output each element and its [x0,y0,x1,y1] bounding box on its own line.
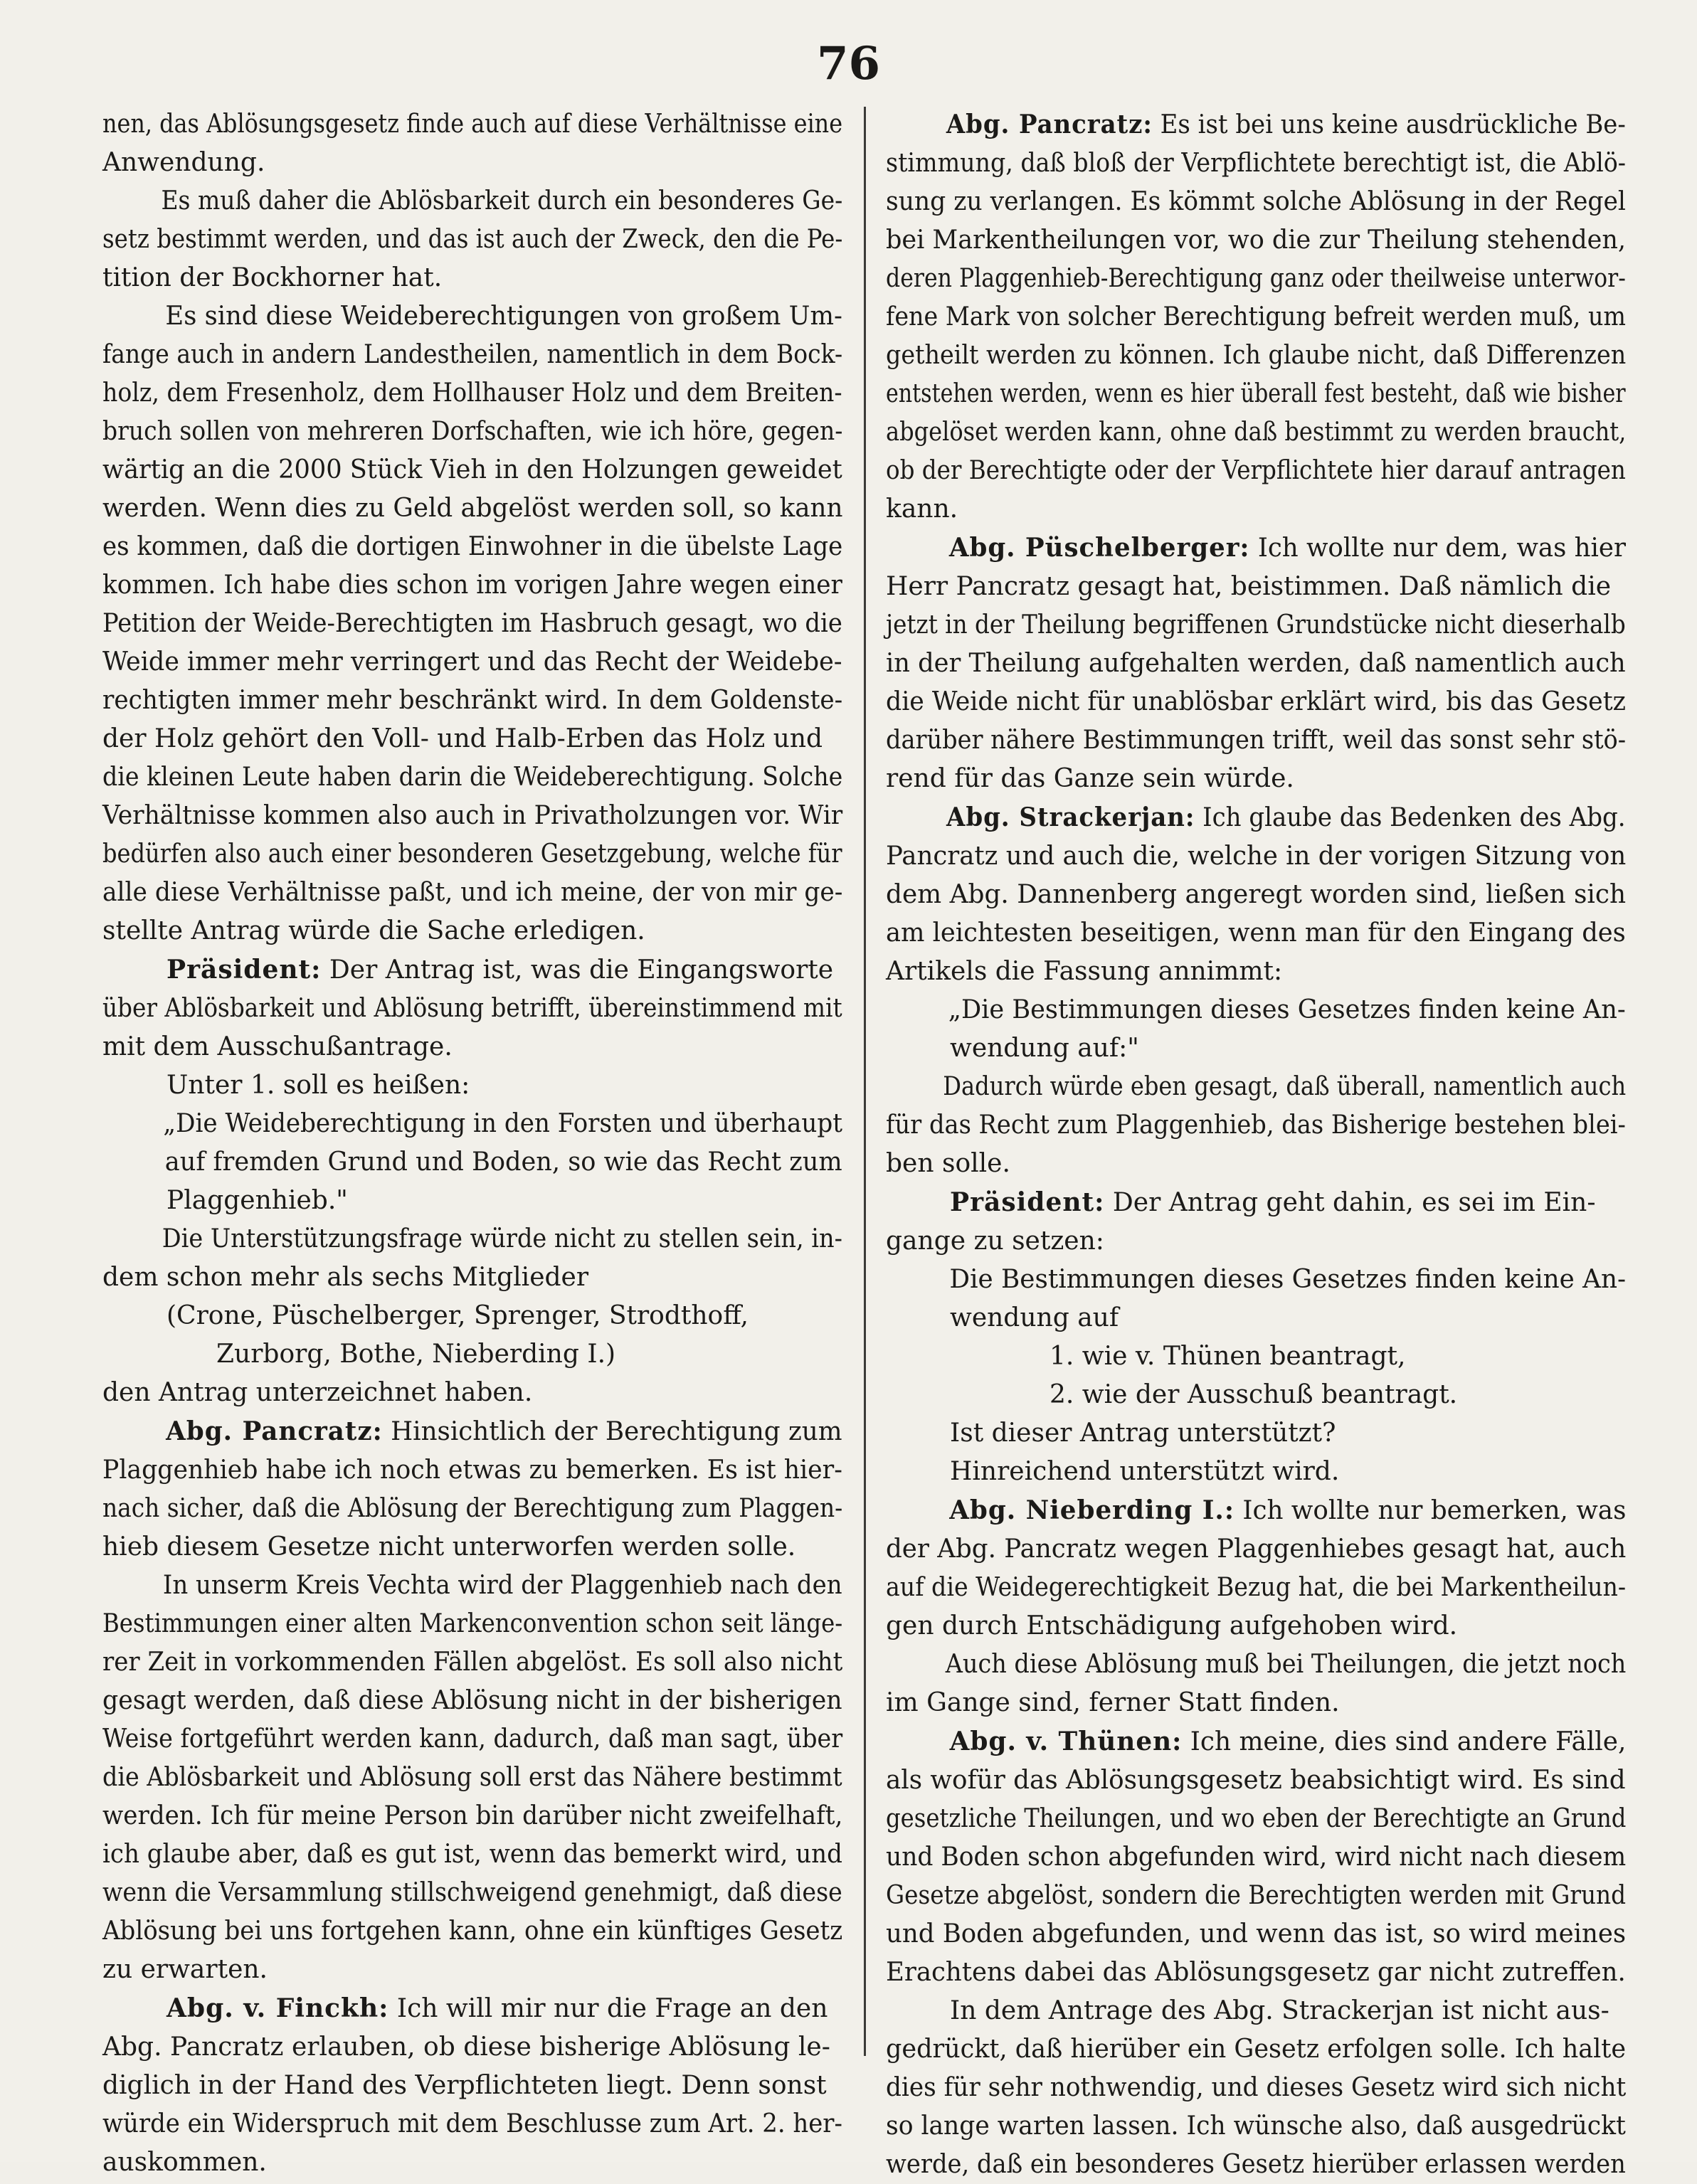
line-text: setz bestimmt werden, und das ist auch der Zweck, den die Pe- [102,225,843,254]
line-text: für das Recht zum Plaggenhieb, das Bisherige bestehen blei- [886,1110,1626,1140]
text-line [886,1261,1627,1299]
line-text: die Weide nicht für unablösbar erklärt wird, bis das Gesetz [886,687,1626,716]
line-text: (Crone, Püschelberger, Sprenger, Strodthoff, [166,1301,749,1330]
line-text: Die Bestimmungen dieses Gesetzes finden keine An- [949,1265,1627,1294]
line-text: so lange warten lassen. Ich wünsche also, daß ausgedrückt [886,2111,1626,2141]
line-text: wenn die Versammlung stillschweigend genehmigt, daß diese [102,1878,842,1907]
text-line [886,606,1626,645]
line-text: Auch diese Ablösung muß bei Theilungen, die jetzt noch [945,1650,1627,1679]
line-text: Ich wollte nur bemerken, was [1235,1496,1627,1525]
text-line [886,1145,1626,1183]
text-line [102,451,842,489]
text-line [886,260,1626,298]
text-line [102,1374,842,1412]
text-line [886,336,1627,375]
text-line [886,1722,1627,1761]
line-text: gen durch Entschädigung aufgehoben wird. [886,1611,1458,1640]
text-line [102,1605,843,1643]
text-line [886,1915,1627,1954]
line-text: werden. Wenn dies zu Geld abgelöst werden soll, so kann [102,494,843,523]
text-line [102,1759,842,1797]
text-line [886,1800,1627,1838]
text-line [102,990,842,1028]
text-line [102,643,842,682]
line-text: bei Markentheilungen vor, wo die zur Theilung stehenden, [886,226,1627,255]
line-text: „Die Bestimmungen dieses Gesetzes finden keine An- [948,995,1626,1024]
line-text: Weise fortgeführt werden kann, dadurch, daß man sagt, über [102,1724,843,1754]
text-line [102,2067,842,2105]
line-text: kann. [886,494,958,524]
line-text: bruch sollen von mehreren Dorfschaften, wie ich höre, gegen- [102,417,843,446]
line-text: wendung auf:" [950,1034,1139,1063]
line-text: Der Antrag geht dahin, es sei im Ein- [1104,1188,1596,1217]
line-text: In dem Antrage des Abg. Strackerjan ist nicht aus- [950,1996,1609,2025]
line-text: darüber nähere Bestimmungen trifft, weil das sonst sehr stö- [886,726,1627,755]
line-text: Ich wollte nur dem, was hier [1249,534,1626,563]
line-text: stellte Antrag würde die Sache erledigen. [102,916,645,945]
text-line [886,1183,1626,1222]
text-line [102,1258,842,1297]
line-text: ob der Berechtigte oder der Verpflichtete hier darauf antragen [886,456,1626,485]
line-text: Ich glaube das Bedenken des Abg. [1195,803,1626,832]
speaker-name: Abg. Pancratz: [166,1416,383,1446]
text-line [886,1684,1626,1722]
text-line [886,1299,1626,1337]
text-line [886,298,1627,336]
text-line [886,914,1626,953]
text-line [102,1297,842,1335]
text-line [886,568,1626,606]
text-line [886,721,1627,760]
text-line [102,1335,842,1374]
text-line [886,1453,1626,1491]
speaker-name: Präsident: [166,955,322,985]
line-text: nach sicher, daß die Ablösung der Berechtigung zum Plaggen- [102,1494,843,1523]
text-line [102,874,843,912]
line-text: Artikels die Fassung annimmt: [886,957,1283,986]
text-line [886,452,1626,490]
text-line [886,221,1627,260]
speaker-name: Abg. v. Thünen: [949,1727,1183,1756]
line-text: alle diese Verhältnisse paßt, und ich meine, der von mir ge- [102,878,843,907]
line-text: Hinreichend unterstützt wird. [950,1457,1340,1486]
line-text: auskommen. [102,2148,267,2177]
line-text: fene Mark von solcher Berechtigung befreit werden muß, um [886,302,1627,332]
speaker-name: Präsident: [950,1187,1105,1217]
line-text: getheilt werden zu können. Ich glaube nicht, daß Differenzen [886,341,1627,370]
text-line [102,1220,842,1258]
text-line [886,183,1626,221]
line-text: wendung auf [950,1303,1119,1332]
text-line [102,1835,842,1874]
line-text: die Ablösbarkeit und Ablösung soll erst das Nähere bestimmt [102,1763,842,1792]
line-text: Plaggenhieb habe ich noch etwas zu bemerken. Es ist hier- [102,1456,842,1485]
line-text: gesetzliche Theilungen, und wo eben der Berechtigte an Grund [886,1804,1627,1833]
text-line [102,1682,842,1720]
line-text: gesagt werden, daß diese Ablösung nicht in der bisherigen [102,1686,842,1715]
text-line [886,1414,1626,1453]
text-line [886,837,1627,876]
line-text: Die Unterstützungsfrage würde nicht zu stellen sein, in- [162,1224,842,1253]
text-line [886,645,1626,683]
text-line [886,760,1626,798]
text-line [886,144,1627,183]
line-text: Es muß daher die Ablösbarkeit durch ein besonderes Ge- [161,186,843,216]
line-text: kommen. Ich habe dies schon im vorigen Jahre wegen einer [102,571,842,600]
text-line [102,105,843,144]
line-text: würde ein Widerspruch mit dem Beschlusse zum Art. 2. her- [102,2109,842,2138]
line-text: In unserm Kreis Vechta wird der Plaggenhieb nach den [162,1571,842,1600]
line-text: gange zu setzen: [886,1226,1104,1256]
line-text: in der Theilung aufgehalten werden, daß namentlich auch [886,649,1626,678]
line-text: Ich meine, dies sind andere Fälle, [1182,1727,1627,1756]
text-line [886,1607,1626,1645]
text-line [102,1105,842,1143]
text-line [886,798,1626,837]
line-text: nen, das Ablösungsgesetz finde auch auf diese Verhältnisse eine [102,110,843,139]
speaker-name: Abg. v. Finckh: [166,1993,389,2023]
line-text: Petition der Weide-Berechtigten im Hasbruch gesagt, wo die [102,609,842,638]
text-line [102,1720,843,1759]
line-text: als wofür das Ablösungsgesetz beabsichtigt wird. Es sind [886,1766,1626,1795]
text-line [886,1530,1627,1569]
text-line [102,1797,843,1835]
line-text: abgelöset werden kann, ohne daß bestimmt zu werden braucht, [886,418,1627,447]
line-text: Ich will mir nur die Frage an den [388,1994,828,2023]
text-line [886,2030,1627,2069]
speaker-name: Abg. Püschelberger: [948,533,1250,563]
text-line [102,336,843,374]
text-line [886,2146,1626,2184]
line-text: Der Antrag ist, was die Eingangsworte [321,955,834,985]
text-line [102,1951,842,1989]
text-line [102,259,842,297]
line-text: am leichtesten beseitigen, wenn man für den Eingang des [886,918,1626,948]
text-line [102,489,843,528]
text-line [102,1643,843,1682]
text-line [102,144,842,182]
line-text: auf die Weidegerechtigkeit Bezug hat, die bei Markentheilun- [886,1573,1627,1602]
text-line [102,835,842,874]
line-text: rer Zeit in vorkommenden Fällen abgelöst. Es soll also nicht [102,1648,843,1677]
line-text: deren Plaggenhieb-Berechtigung ganz oder theilweise unterwor- [886,264,1626,293]
text-line [102,2105,842,2143]
text-line [102,1912,843,1951]
text-line [886,1838,1627,1877]
page-number: 76 [816,37,881,90]
text-line [102,1528,842,1567]
text-line [102,2143,842,2182]
line-text: auf fremden Grund und Boden, so wie das Recht zum [164,1147,842,1177]
line-text: tition der Bockhorner hat. [102,263,443,292]
text-line [102,758,843,797]
text-line [102,528,843,566]
text-line [886,1376,1626,1414]
text-line [886,375,1626,413]
line-text: ben solle. [886,1149,1010,1178]
line-text: „Die Weideberechtigung in den Forsten und überhaupt [163,1109,842,1138]
text-line [102,2028,842,2067]
text-line [886,1569,1627,1607]
line-text: Es ist bei uns keine ausdrückliche Be- [1152,110,1626,139]
speaker-name: Abg. Nieberding I.: [949,1495,1235,1525]
line-text: hieb diesem Gesetze nicht unterworfen werden solle. [102,1532,796,1562]
line-text: 1. wie v. Thünen beantragt, [1050,1342,1406,1371]
line-text: zu erwarten. [102,1955,268,1984]
line-text: mit dem Ausschußantrage. [102,1032,453,1061]
text-line [102,1412,842,1451]
line-text: stimmung, daß bloß der Verpflichtete berechtigt ist, die Ablö- [886,149,1627,178]
text-line [102,1989,842,2028]
text-line [102,605,842,643]
text-line [102,1182,842,1220]
text-line [886,876,1627,914]
text-line [886,1761,1626,1800]
line-text: Verhältnisse kommen also auch in Privatholzungen vor. Wir [102,801,843,830]
line-text: der Holz gehört den Voll- und Halb-Erben das Holz und [102,724,823,753]
text-line [886,1222,1626,1261]
line-text: Zurborg, Bothe, Nieberding I.) [216,1340,616,1369]
text-line [886,529,1626,568]
line-text: Es sind diese Weideberechtigungen von großem Um- [165,302,842,331]
speaker-name: Abg. Strackerjan: [946,802,1195,832]
speaker-name: Abg. Pancratz: [946,110,1153,139]
line-text: im Gange sind, ferner Statt finden. [886,1688,1340,1717]
text-line [102,1451,842,1490]
text-line [886,683,1626,721]
text-line [102,950,842,990]
text-line [886,1992,1626,2030]
text-line [102,1028,842,1066]
line-text: 2. wie der Ausschuß beantragt. [1050,1380,1458,1409]
line-text: die kleinen Leute haben darin die Weideberechtigung. Solche [102,763,843,792]
line-text: Abg. Pancratz erlauben, ob diese bisherige Ablösung le- [102,2032,830,2062]
line-text: Pancratz und auch die, welche in der vorigen Sitzung von [886,842,1627,871]
text-line [102,1490,843,1528]
line-text: jetzt in der Theilung begriffenen Grundstücke nicht dieserhalb [886,610,1626,640]
line-text: Weide immer mehr verringert und das Recht der Weidebe- [102,647,842,677]
text-line [886,1877,1627,1915]
line-text: Anwendung. [102,148,265,177]
text-line [102,297,842,336]
text-line [886,490,1626,529]
line-text: bedürfen also auch einer besonderen Gesetzgebung, welche für [102,839,842,869]
line-text: holz, dem Fresenholz, dem Hollhauser Holz und dem Breiten- [102,378,842,408]
text-line [886,1106,1626,1145]
text-line [102,912,842,950]
text-line [102,720,842,758]
text-line [886,2107,1626,2146]
line-text: wärtig an die 2000 Stück Vieh in den Holzungen geweidet [102,455,842,484]
line-text: Gesetze abgelöst, sondern die Berechtigten werden mit Grund [886,1881,1627,1910]
right-column [886,105,1627,2179]
line-text: werde, daß ein besonderes Gesetz hierüber erlassen werden [886,2150,1626,2179]
text-line [886,1645,1627,1684]
text-line [886,105,1626,144]
line-text: ich glaube aber, daß es gut ist, wenn das bemerkt wird, und [102,1840,842,1869]
line-text: Plaggenhieb." [166,1186,348,1215]
text-line [886,2069,1627,2107]
text-line [886,1954,1626,1992]
text-line [886,1068,1627,1106]
line-text: Hinsichtlich der Berechtigung zum [382,1417,842,1446]
line-text: den Antrag unterzeichnet haben. [102,1378,533,1407]
text-line [102,374,842,413]
line-text: sung zu verlangen. Es kömmt solche Ablösung in der Regel [886,187,1626,216]
text-line [886,1337,1626,1376]
line-text: und Boden schon abgefunden wird, wird nicht nach diesem [886,1843,1627,1872]
line-text: Ist dieser Antrag unterstützt? [950,1419,1336,1448]
text-line [102,221,843,259]
text-line [102,1066,842,1105]
line-text: fange auch in andern Landestheilen, namentlich in dem Bock- [102,340,843,369]
text-line [102,1874,842,1912]
line-text: es kommen, daß die dortigen Einwohner in die übelste Lage [102,532,843,561]
line-text: rechtigten immer mehr beschränkt wird. In dem Goldenste- [102,686,843,715]
line-text: dem Abg. Dannenberg angeregt worden sind, ließen sich [886,880,1627,909]
text-line [102,1567,842,1605]
left-column [102,105,843,2177]
line-text: rend für das Ganze sein würde. [886,764,1294,793]
text-line [102,682,843,720]
text-line [886,1491,1627,1530]
text-line [102,1143,842,1182]
text-line [886,991,1626,1029]
text-line [886,413,1627,452]
text-line [886,1029,1626,1068]
line-text: über Ablösbarkeit und Ablösung betrifft, übereinstimmend mit [102,994,842,1023]
line-text: Bestimmungen einer alten Markenconvention schon seit länge- [102,1609,843,1638]
line-text: entstehen werden, wenn es hier überall fest besteht, daß wie bisher [886,379,1626,408]
column-divider [864,107,866,2056]
line-text: Unter 1. soll es heißen: [166,1071,470,1100]
line-text: Ablösung bei uns fortgehen kann, ohne ein künftiges Gesetz [102,1917,843,1946]
text-line [102,182,843,221]
text-line [102,566,842,605]
line-text: dem schon mehr als sechs Mitglieder [102,1263,589,1292]
line-text: Herr Pancratz gesagt hat, beistimmen. Daß nämlich die [886,572,1612,601]
line-text: der Abg. Pancratz wegen Plaggenhiebes gesagt hat, auch [886,1534,1627,1564]
line-text: diglich in der Hand des Verpflichteten liegt. Denn sonst [102,2071,827,2100]
line-text: Dadurch würde eben gesagt, daß überall, namentlich auch [943,1072,1627,1101]
line-text: dies für sehr nothwendig, und dieses Gesetz wird sich nicht [886,2073,1627,2102]
text-line [886,953,1626,991]
text-line [102,797,843,835]
line-text: werden. Ich für meine Person bin darüber nicht zweifelhaft, [102,1801,843,1830]
text-line [102,413,843,451]
line-text: Erachtens dabei das Ablösungsgesetz gar nicht zutreffen. [886,1958,1626,1987]
line-text: gedrückt, daß hierüber ein Gesetz erfolgen solle. Ich halte [886,2035,1627,2064]
line-text: und Boden abgefunden, und wenn das ist, so wird meines [886,1919,1627,1949]
